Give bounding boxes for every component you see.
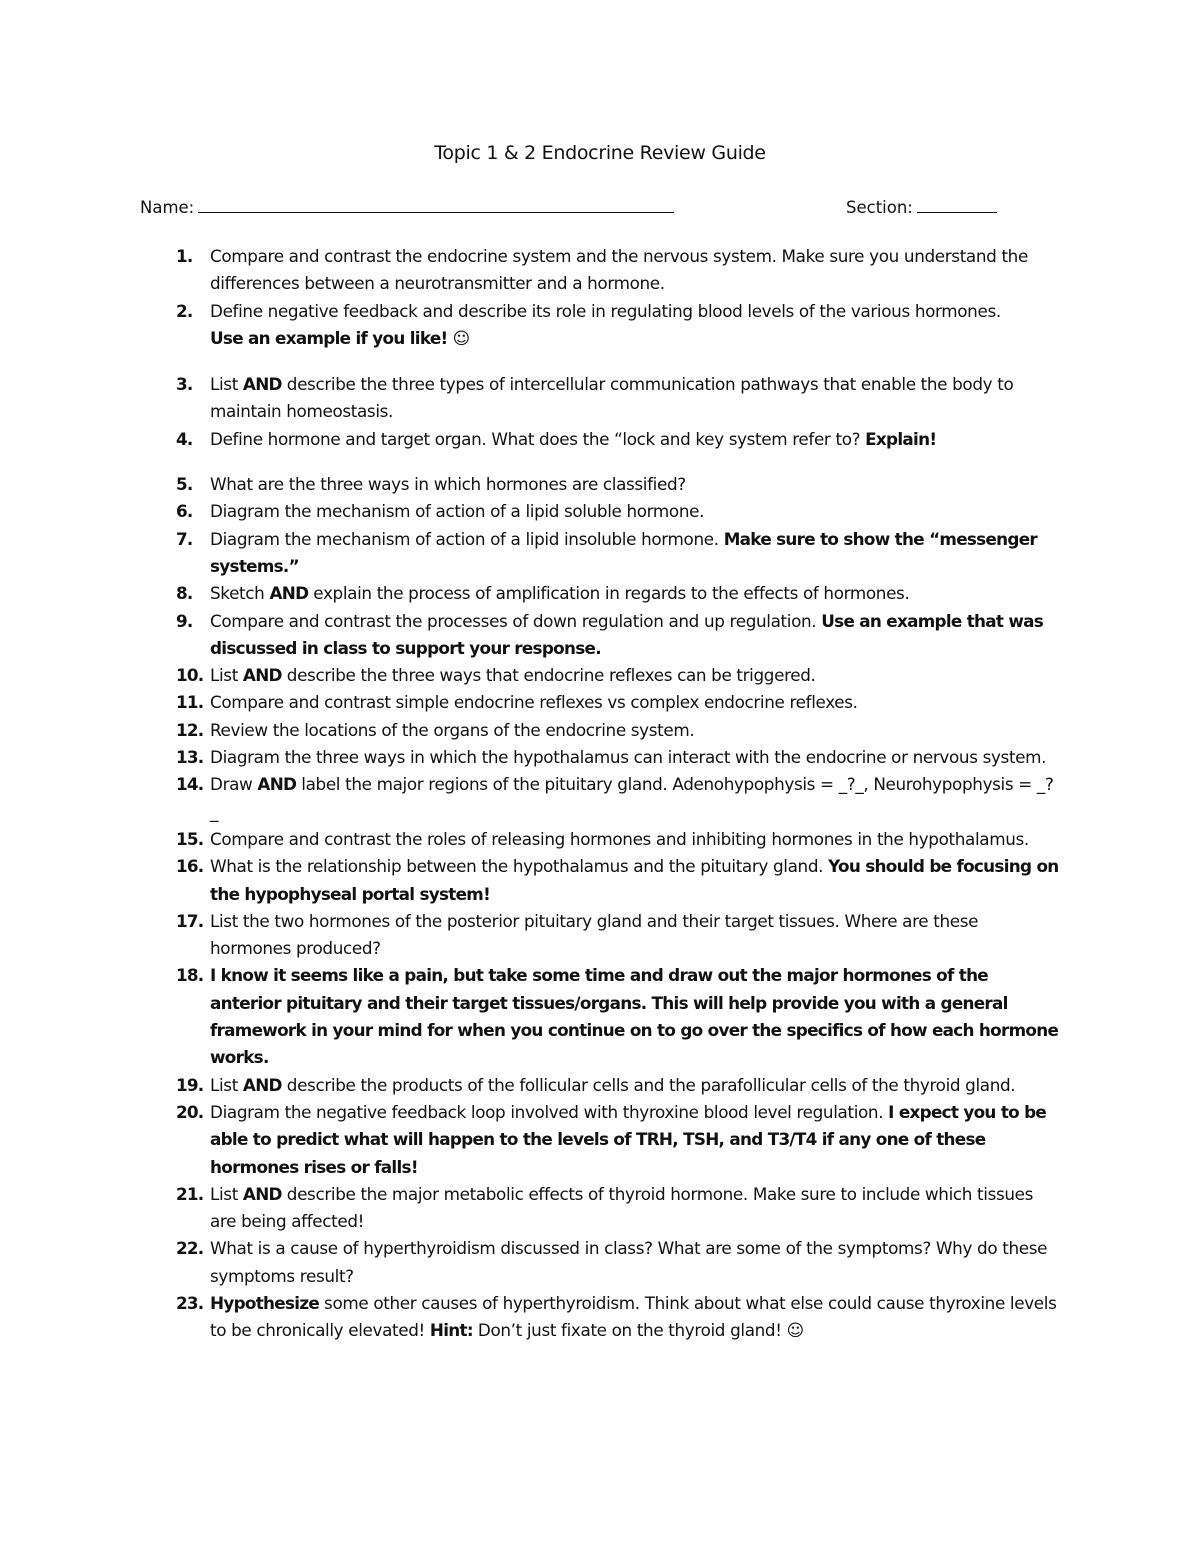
question-23: 23. Hypothesize some other causes of hyperthyroidism. Think about what else could cause thyroxine levels to be chronically elevated! Hint: Don’t just fixate on the thyroid gland! ☺ [0, 1290, 1060, 1345]
question-number: 5. [176, 474, 193, 495]
question-number: 21. [176, 1183, 204, 1204]
question-number: 18. [176, 965, 204, 986]
question-20: 20. Diagram the negative feedback loop involved with thyroxine blood level regulation. I expect you to be able to predict what will happen to the levels of TRH, TSH, and T3/T4 if any one of these hormones rises or falls! [0, 1099, 1060, 1181]
page-title: Topic 1 & 2 Endocrine Review Guide [434, 142, 766, 164]
question-18: 18. I know it seems like a pain, but take some time and draw out the major hormones of the anterior pituitary and their target tissues/organs. This will help provide you with a general framework in your mind for when you continue on to go over the specifics of how each hormone works. [0, 962, 1060, 1071]
question-16: 16. What is the relationship between the hypothalamus and the pituitary gland. You should be focusing on the hypophyseal portal system! [0, 853, 1060, 908]
section-label: Section: [846, 198, 913, 217]
question-10: 10. List AND describe the three ways that endocrine reflexes can be triggered. [0, 662, 1060, 689]
question-number: 20. [176, 1101, 204, 1122]
section-field-row [846, 195, 997, 217]
question-number: 2. [176, 300, 193, 321]
question-2: 2. Define negative feedback and describe its role in regulating blood levels of the various hormones. Use an example if you like! ☺ [0, 298, 1060, 353]
question-number: 15. [176, 828, 204, 849]
question-9: 9. Compare and contrast the processes of down regulation and up regulation. Use an example that was discussed in class to support your response. [0, 608, 1060, 663]
name-label: Name: [140, 198, 195, 217]
question-number: 16. [176, 856, 204, 877]
question-number: 19. [176, 1074, 204, 1095]
question-3: 3. List AND describe the three types of intercellular communication pathways that enable the body to maintain homeostasis. [0, 371, 1060, 426]
question-13: 13. Diagram the three ways in which the hypothalamus can interact with the endocrine or nervous system. [0, 744, 1060, 771]
question-7: 7. Diagram the mechanism of action of a lipid insoluble hormone. Make sure to show the “messenger systems.” [0, 526, 1060, 581]
question-number: 12. [176, 719, 204, 740]
question-17: 17. List the two hormones of the posterior pituitary gland and their target tissues. Where are these hormones produced? [0, 908, 1060, 963]
question-19: 19. List AND describe the products of the follicular cells and the parafollicular cells of the thyroid gland. [0, 1072, 1060, 1099]
question-6: 6. Diagram the mechanism of action of a lipid soluble hormone. [0, 498, 1060, 525]
question-number: 17. [176, 910, 204, 931]
question-number: 3. [176, 374, 193, 395]
question-8: 8. Sketch AND explain the process of amplification in regards to the effects of hormones. [0, 580, 1060, 607]
question-12: 12. Review the locations of the organs of the endocrine system. [0, 717, 1060, 744]
question-number: 22. [176, 1238, 204, 1259]
question-number: 14. [176, 774, 204, 795]
name-blank-line[interactable] [198, 195, 674, 213]
question-number: 7. [176, 528, 193, 549]
question-15: 15. Compare and contrast the roles of releasing hormones and inhibiting hormones in the hypothalamus. [0, 826, 1060, 853]
question-5: 5. What are the three ways in which hormones are classified? [0, 471, 1060, 498]
question-number: 13. [176, 747, 204, 768]
question-11: 11. Compare and contrast simple endocrine reflexes vs complex endocrine reflexes. [0, 689, 1060, 716]
question-number: 11. [176, 692, 204, 713]
question-number: 8. [176, 583, 193, 604]
name-field-row [140, 195, 674, 217]
question-number: 9. [176, 610, 193, 631]
question-4: 4. Define hormone and target organ. What does the “lock and key system refer to? Explain! [0, 426, 1060, 453]
question-number: 1. [176, 246, 193, 266]
question-list [0, 243, 1200, 1345]
question-22: 22. What is a cause of hyperthyroidism discussed in class? What are some of the symptoms? Why do these symptoms result? [0, 1235, 1060, 1290]
question-1: 1. Compare and contrast the endocrine system and the nervous system. Make sure you understand the differences between a neurotransmitter and a hormone. [0, 243, 1060, 298]
question-number: 4. [176, 428, 193, 449]
question-number: 6. [176, 501, 193, 522]
question-21: 21. List AND describe the major metabolic effects of thyroid hormone. Make sure to include which tissues are being affected! [0, 1181, 1060, 1236]
question-number: 10. [176, 665, 204, 686]
question-number: 23. [176, 1292, 204, 1313]
section-blank-line[interactable] [917, 195, 997, 213]
question-14: 14. Draw AND label the major regions of the pituitary gland. Adenohypophysis = _?_, Neurohypophysis = _?_ [0, 771, 1060, 826]
